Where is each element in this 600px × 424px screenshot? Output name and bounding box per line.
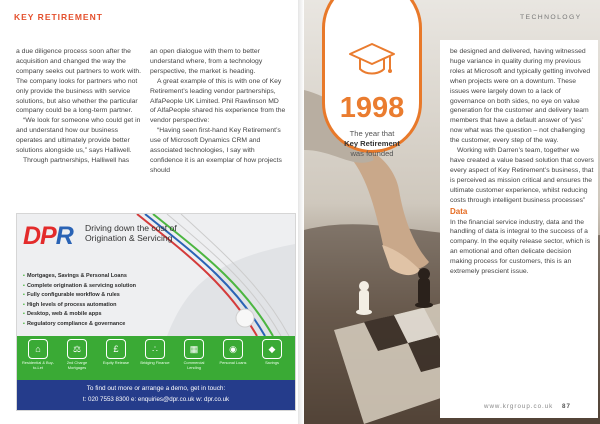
paragraph: In the financial service industry, data and the handling of data is integral to the success of a company. In the equity release sector, which is an emotional and often delicate decision making process for customers, this is an extremely prescient issue. [450, 218, 591, 276]
footer-url[interactable]: www.krgroup.co.uk [484, 403, 554, 410]
product-personal-loans [216, 339, 250, 366]
ad-cta: To find out more or arrange a demo, get in touch: [86, 385, 226, 392]
paragraph: be designed and delivered, having witnessed huge variance in quality during my previous roles at Microsoft and typically getting involved when projects were on a downturn. These issues were largely down to a lack of governance on both sides, no eye on value generation for the customer and delivery team members that have a default answer of ‘yes’ now what was the question – not challenging the customer, every step of the way. [450, 48, 591, 145]
product-label: Savings [265, 360, 279, 365]
ad-feature-list [23, 272, 136, 330]
ad-feature: ▪ Mortgages, Savings & Personal Loans [23, 272, 136, 282]
section-label-left: KEY RETIREMENT [14, 12, 103, 22]
product-label: 2nd Charge Mortgages [66, 360, 88, 370]
graduation-cap-icon [348, 40, 396, 80]
paragraph: a due diligence process soon after the acquisition and changed the way the company seeks out partners to work with. The company looks for partners who not only provide the business with service solutions, but also whether the particular company could be a long-term partner. [16, 48, 142, 115]
paragraph: “We look for someone who could get in and understand how our business operates and ultimately provide better solutions alongside us,” says Halliwell. [16, 117, 141, 155]
ad-feature: ▪ Complete origination & servicing solution [23, 282, 136, 292]
paragraph: Working with Darren’s team, together we have created a value based solution that covers every aspect of Key Retirement’s business, that is perceived as mission critical and ensures the ultimate customer experience, whilst reducing costs through intelligent business processes” [450, 147, 594, 204]
product-savings [255, 339, 289, 366]
piggy-bank-icon: ◆ [262, 339, 282, 359]
product-label: Bridging Finance [140, 360, 170, 365]
key-icon: ⚖ [67, 339, 87, 359]
article-column-3 [450, 47, 594, 277]
badge-caption-2: Key Retirement [344, 139, 400, 148]
paragraph: an open dialogue with them to better understand where, from a technology perspective, the market is heading. [150, 48, 263, 75]
house-icon: ⌂ [28, 339, 48, 359]
article-column-2 [150, 47, 286, 176]
product-second-charge [60, 339, 94, 371]
product-commercial [177, 339, 211, 371]
product-label: Residential & Buy-to-Let [21, 360, 54, 370]
founded-year: 1998 [339, 92, 405, 124]
building-icon: ▦ [184, 339, 204, 359]
cash-icon: £ [106, 339, 126, 359]
product-residential [21, 339, 55, 371]
dpr-logo [23, 222, 73, 251]
ad-feature: ▪ High levels of process automation [23, 301, 136, 311]
paragraph: A great example of this is with one of Key Retirement’s leading vendor partnerships, AlfaPeople UK Limited. Phil Rawlinson MD of AlfaPeople shared his experience from the vendor perspective: [150, 77, 286, 125]
ad-feature: ▪ Desktop, web & mobile apps [23, 310, 136, 320]
ad-contact-bar [17, 380, 295, 410]
paragraph: “Having seen first-hand Key Retirement’s use of Microsoft Dynamics CRM and associated technologies, I say with confidence it is an exemplar of how projects should [150, 127, 282, 174]
page-footer [484, 403, 571, 410]
section-label-right: TECHNOLOGY [520, 14, 582, 21]
dpr-advertisement[interactable] [16, 213, 296, 411]
paragraph: Through partnerships, Halliwell has [23, 156, 130, 164]
coin-icon: ◉ [223, 339, 243, 359]
ad-feature: ▪ Fully configurable workflow & rules [23, 291, 136, 301]
product-label: Personal Loans [219, 360, 247, 365]
page-number: 87 [562, 403, 571, 410]
product-bridging [138, 339, 172, 366]
logo-r: R [55, 222, 73, 250]
network-icon: ∴ [145, 339, 165, 359]
badge-caption-3: was founded [350, 149, 394, 158]
ad-feature: ▪ Regulatory compliance & governance [23, 320, 136, 330]
product-label: Equity Release [102, 360, 130, 365]
logo-dp: DP [23, 222, 56, 250]
badge-caption-1: The year that [349, 129, 395, 138]
subheading-data: Data [450, 206, 468, 216]
product-equity-release [99, 339, 133, 366]
ad-product-band [17, 336, 295, 380]
article-column-1 [16, 47, 142, 166]
product-label: Commercial Lending [183, 360, 205, 370]
ad-contact-details[interactable]: t: 020 7553 8300 e: enquiries@dpr.co.uk w: dpr.co.uk [82, 396, 230, 403]
ad-headline: Driving down the cost of Origination & Servicing [85, 223, 177, 243]
